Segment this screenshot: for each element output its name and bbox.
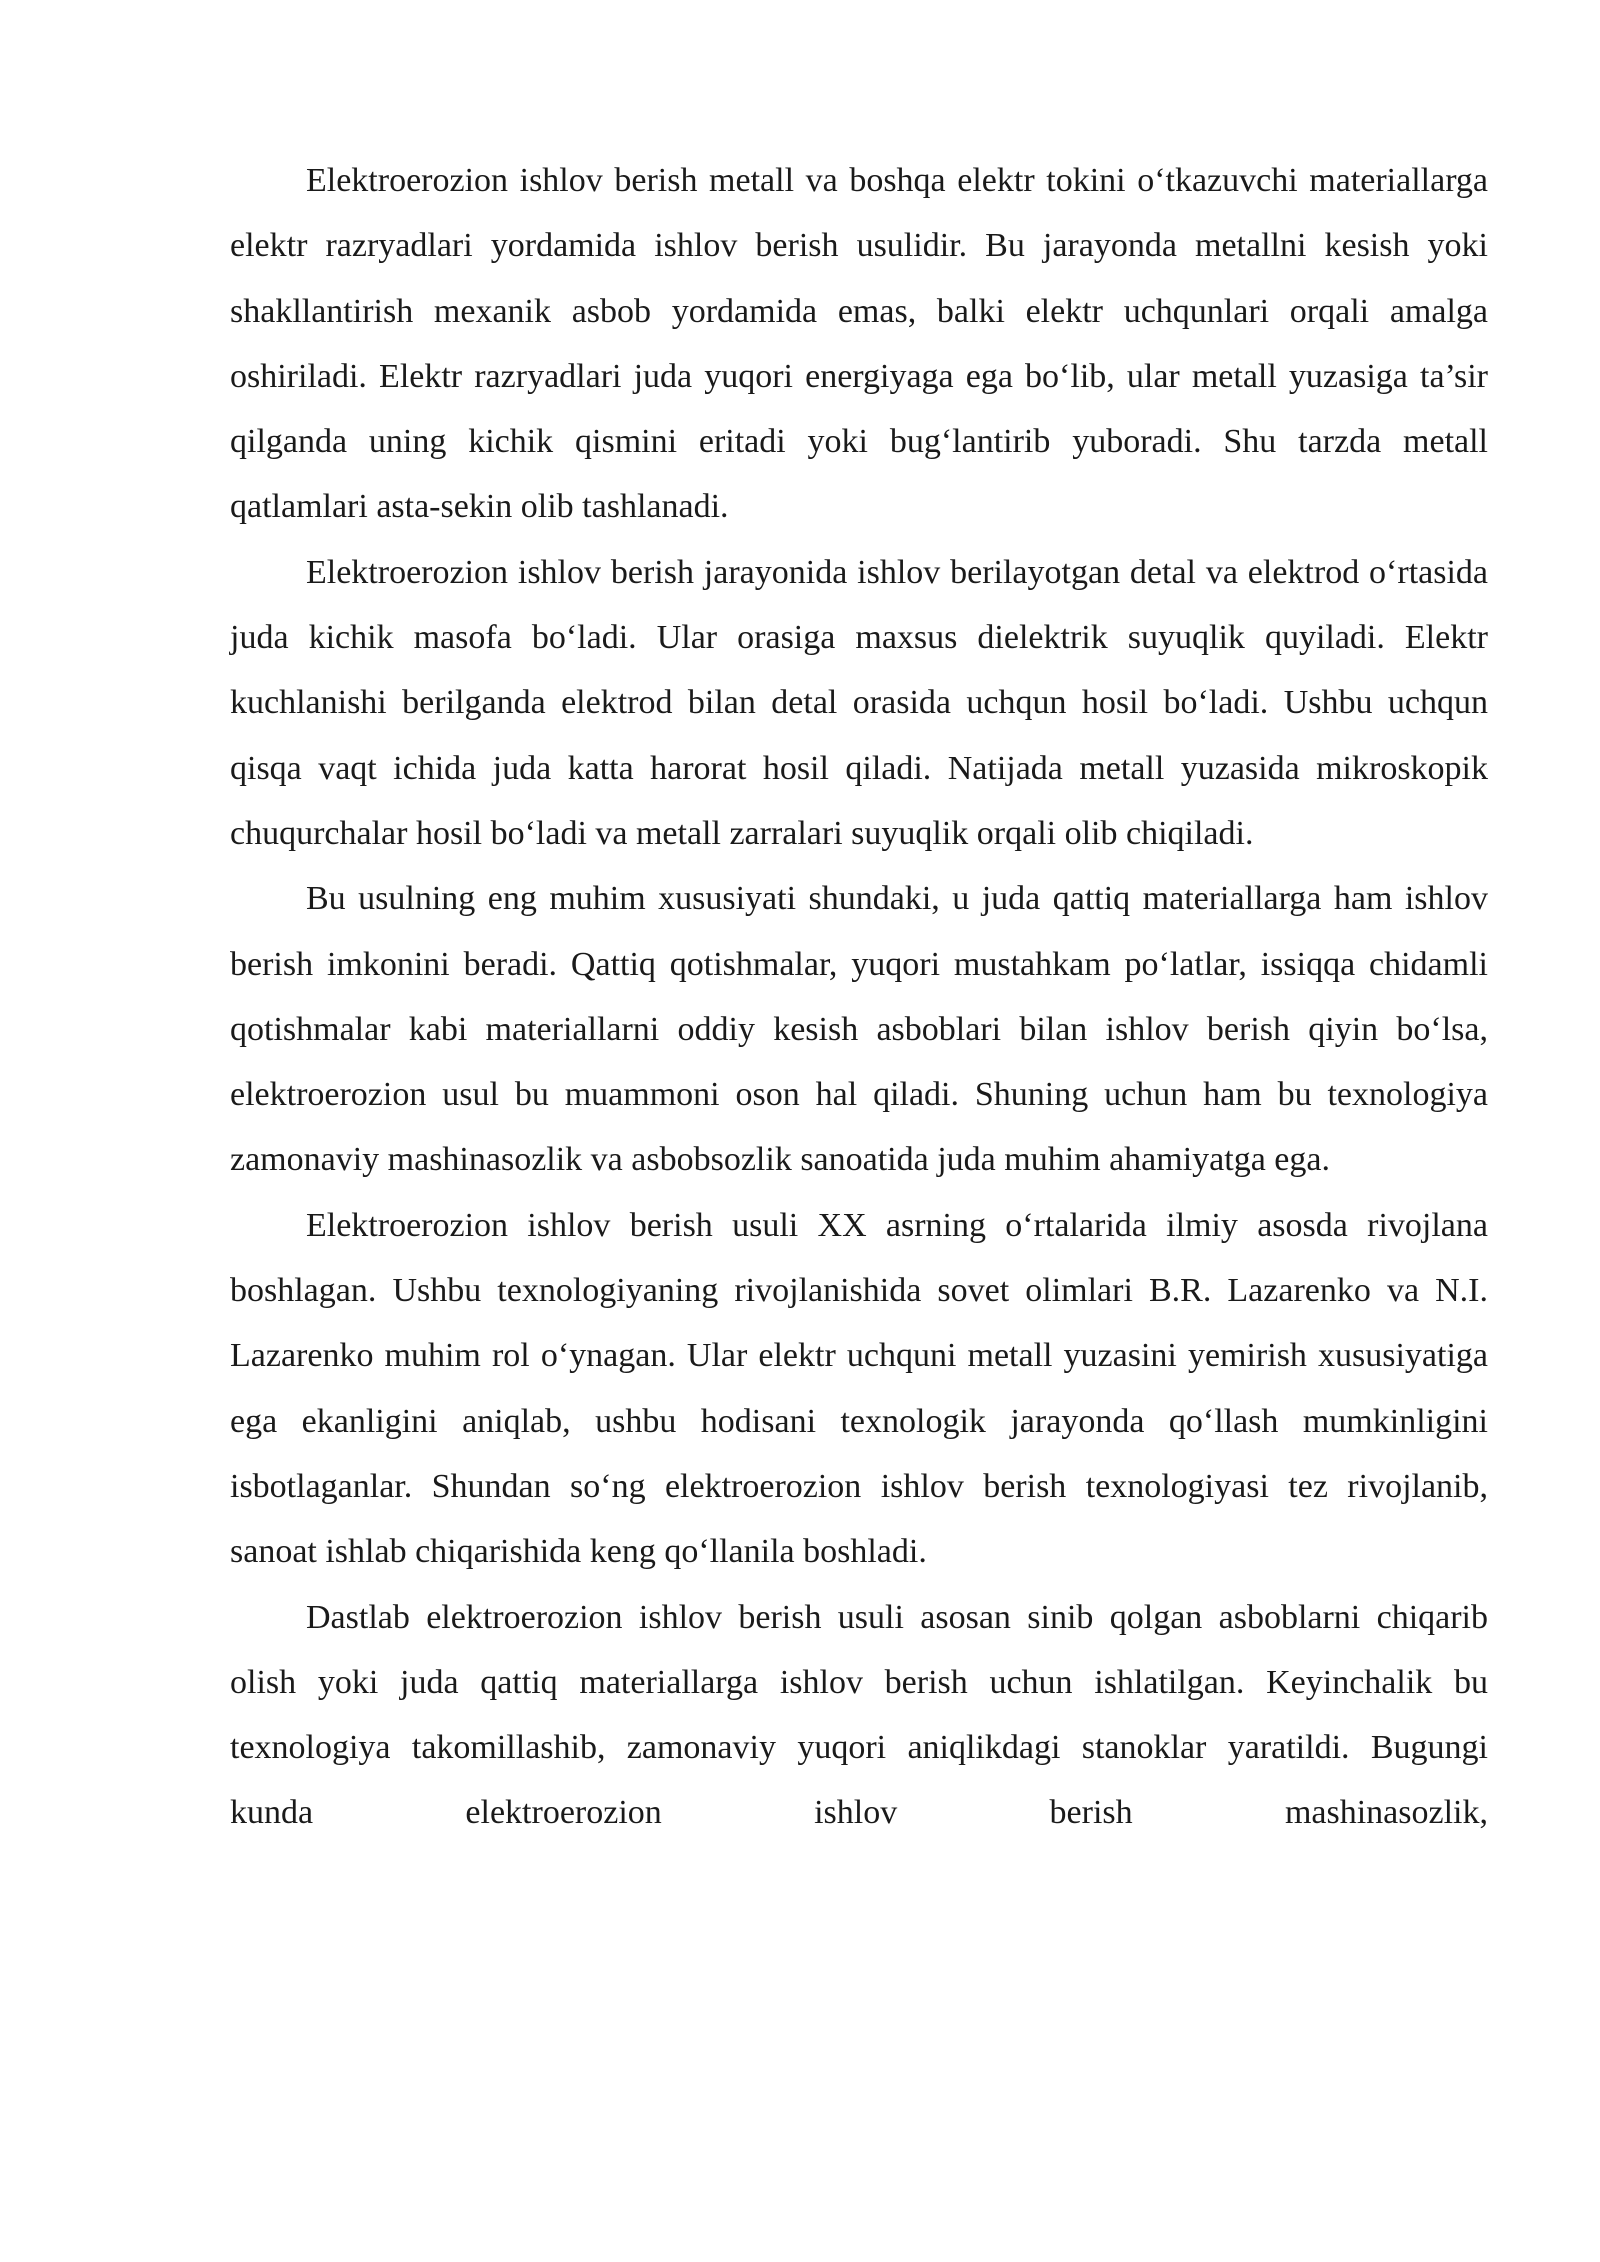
paragraph-4: Elektroerozion ishlov berish usuli XX asrning o‘rtalarida ilmiy asosda rivojlana boshlagan. Ushbu texnologiyaning rivojlanishida sovet olimlari B.R. Lazarenko va N.I. Lazarenko muhim rol o‘ynagan. Ular elektr uchquni metall yuzasini yemirish xususiyatiga ega ekanligini aniqlab, ushbu hodisani texnologik jarayonda qo‘llash mumkinligini isbotlaganlar. Shundan so‘ng elektroerozion ishlov berish texnologiyasi tez rivojlanib, sanoat ishlab chiqarishida keng qo‘llanila boshladi. [230, 1206, 1488, 1571]
document-body [230, 148, 1488, 1846]
paragraph-1: Elektroerozion ishlov berish metall va boshqa elektr tokini o‘tkazuvchi materiallarga elektr razryadlari yordamida ishlov berish usulidir. Bu jarayonda metallni kesish yoki shakllantirish mexanik asbob yordamida emas, balki elektr uchqunlari orqali amalga oshiriladi. Elektr razryadlari juda yuqori energiyaga ega bo‘lib, ular metall yuzasiga ta’sir qilganda uning kichik qismini eritadi yoki bug‘lantirib yuboradi. Shu tarzda metall qatlamlari asta-sekin olib tashlanadi. [230, 162, 1488, 526]
paragraph-2: Elektroerozion ishlov berish jarayonida ishlov berilayotgan detal va elektrod o‘rtasida juda kichik masofa bo‘ladi. Ular orasiga maxsus dielektrik suyuqlik quyiladi. Elektr kuchlanishi berilganda elektrod bilan detal orasida uchqun hosil bo‘ladi. Ushbu uchqun qisqa vaqt ichida juda katta harorat hosil qiladi. Natijada metall yuzasida mikroskopik chuqurchalar hosil bo‘ladi va metall zarralari suyuqlik orqali olib chiqiladi. [230, 553, 1488, 852]
paragraph-5: Dastlab elektroerozion ishlov berish usuli asosan sinib qolgan asboblarni chiqarib olish yoki juda qattiq materiallarga ishlov berish uchun ishlatilgan. Keyinchalik bu texnologiya takomillashib, zamonaviy yuqori aniqlikdagi stanoklar yaratildi. Bugungi kunda elektroerozion ishlov berish mashinasozlik, [230, 1598, 1488, 1832]
paragraph-3: Bu usulning eng muhim xususiyati shundaki, u juda qattiq materiallarga ham ishlov berish imkonini beradi. Qattiq qotishmalar, yuqori mustahkam po‘latlar, issiqqa chidamli qotishmalar kabi materiallarni oddiy kesish asboblari bilan ishlov berish qiyin bo‘lsa, elektroerozion usul bu muammoni oson hal qiladi. Shuning uchun ham bu texnologiya zamonaviy mashinasozlik va asbobsozlik sanoatida juda muhim ahamiyatga ega. [230, 880, 1488, 1179]
